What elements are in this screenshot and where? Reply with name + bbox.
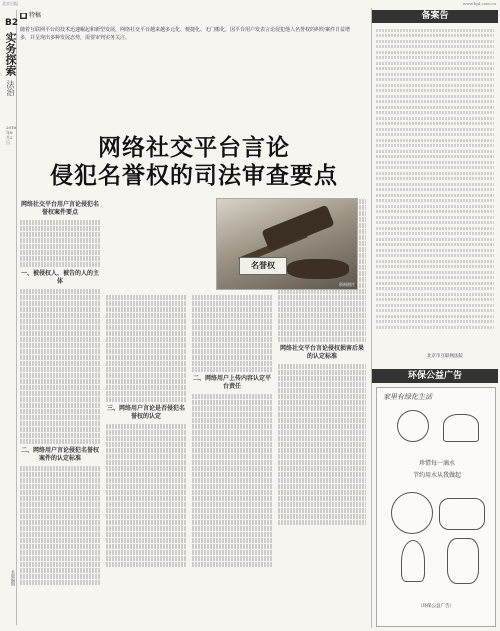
column-marker-icon: ■ xyxy=(21,13,26,19)
column-1-subheading-1: 一、被侵权人、被告的人的主体 xyxy=(20,270,99,285)
notice-title: 备案告 xyxy=(372,10,498,23)
notice-signature: 北京市互联网法院 xyxy=(427,354,463,359)
ad-bottom-caption: （环保公益广告） xyxy=(418,604,454,609)
ad-line-1: 珍惜每一滴水 xyxy=(418,460,455,467)
gavel-photo xyxy=(216,198,358,290)
ad-title: 环保公益广告 xyxy=(372,369,498,383)
column-1-heading: 网络社交平台用户言论侵犯名誉权案件要点 xyxy=(20,201,99,216)
photo-credit: 资料图片 xyxy=(339,282,355,287)
ad-line-2: 节约用水从我做起 xyxy=(412,472,461,479)
ad-illustration-cup-icon xyxy=(443,414,479,442)
column-2-subheading: 三、网络用户言论是否侵犯名誉权的认定 xyxy=(106,405,185,420)
article-column-1 xyxy=(20,198,100,630)
editor-credit: 本版编辑 xyxy=(11,570,16,586)
ad-illustration-bottle-icon xyxy=(447,538,479,584)
column-label: ■ 特稿 xyxy=(21,12,42,19)
headline-line-2: 侵犯名誉权的司法审查要点 xyxy=(50,162,338,189)
subsection-title: 法治 xyxy=(6,80,15,96)
section-title: 实务探索 xyxy=(4,32,17,76)
ad-illustration-person-icon xyxy=(401,540,425,582)
column-4-heading: 网络社交平台言论侵权损害后果的认定标准 xyxy=(279,345,364,360)
ad-illustration-face-icon xyxy=(397,410,429,442)
edition-date: 2016年8月2日 xyxy=(6,125,17,145)
main-article xyxy=(20,8,368,628)
right-sidebar xyxy=(371,8,498,628)
notice-body xyxy=(376,26,494,361)
article-column-2 xyxy=(106,294,186,630)
lead-paragraph: 随着互联网平台的技术迅速崛起和新型发展，网络社交平台越来越多元化、便捷化、无门槛化，因平台用户发表言论侵犯他人名誉权的纠纷案件日益增多，并呈现出多种发展态势，需要审判实务关注。 xyxy=(20,27,351,41)
gavel-head-shape xyxy=(261,205,334,252)
photo-sign: 名誉权 xyxy=(239,257,287,275)
headline-line-1: 网络社交平台言论 xyxy=(98,134,290,161)
headline xyxy=(20,134,368,190)
gavel-base-shape xyxy=(287,259,349,279)
article-column-3 xyxy=(192,294,272,630)
site-url: www.bjd.com.cn xyxy=(462,1,496,6)
masthead-small: 北京日报 xyxy=(2,1,18,6)
edition-column xyxy=(2,10,17,625)
ad-illustration-droplet-icon xyxy=(391,492,433,534)
ad-illustration-tap-icon xyxy=(439,498,485,530)
public-service-ad xyxy=(376,387,496,627)
page-number: B2 xyxy=(5,18,19,28)
column-3-subheading: 二、网络用户上传内容认定平台责任 xyxy=(192,375,271,390)
ad-handwriting: 家里有绿化生活 xyxy=(383,393,432,401)
column-1-subheading-2: 二、网络用户言论侵犯名誉权案件的认定标准 xyxy=(20,447,99,462)
top-bar xyxy=(0,0,500,7)
